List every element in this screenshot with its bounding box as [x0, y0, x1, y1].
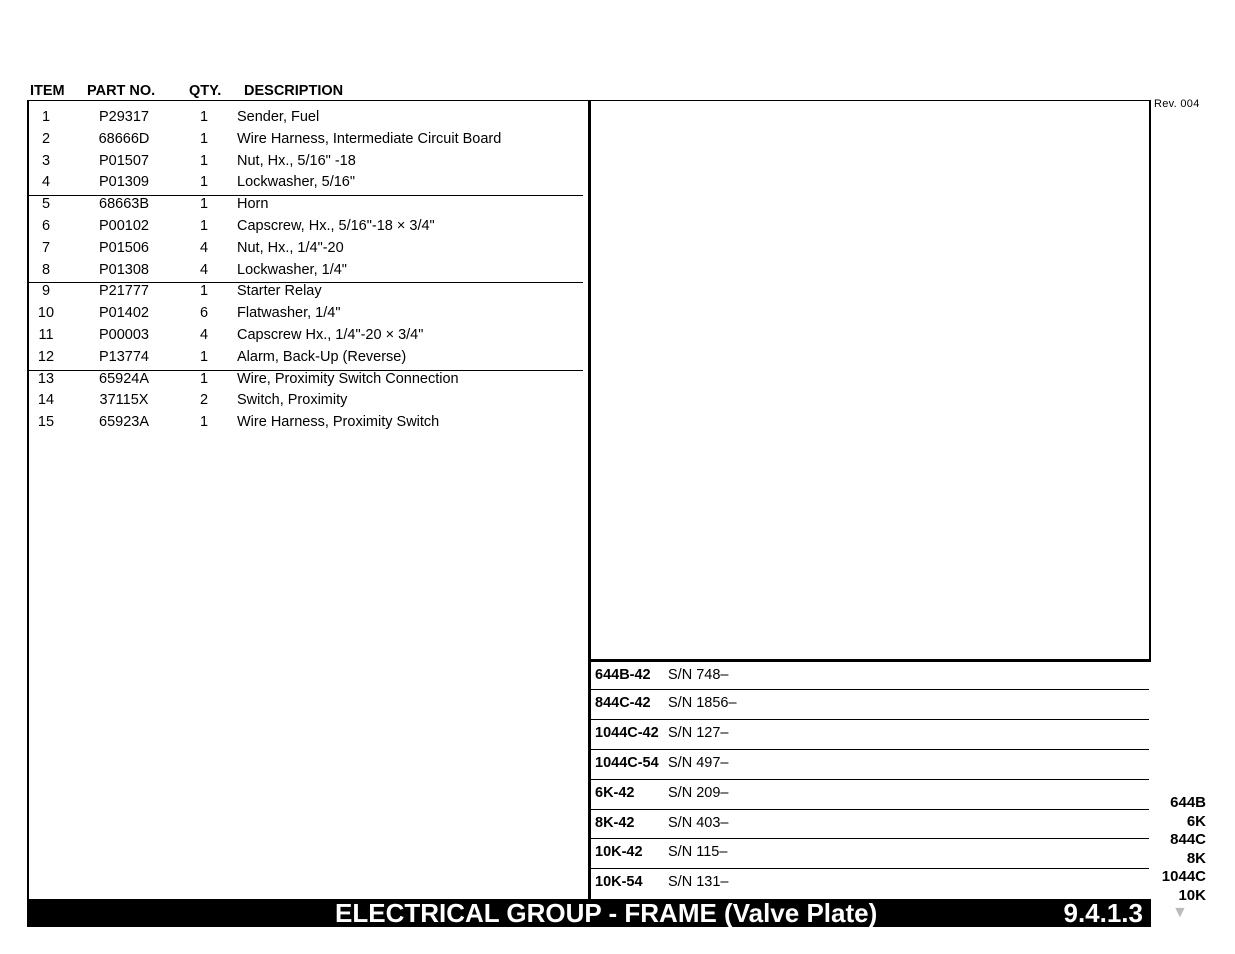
serial-model: 10K-54 [595, 874, 643, 891]
parts-quantity: 6 [199, 305, 209, 322]
serial-number: S/N 1856– [668, 695, 737, 711]
parts-quantity: 1 [199, 348, 209, 365]
parts-part-number: P21777 [99, 283, 149, 300]
header-part-no: PART NO. [87, 83, 156, 99]
model-name: 8K [1186, 849, 1206, 867]
parts-part-number: 65924A [99, 370, 149, 387]
serial-row [591, 662, 1149, 690]
parts-item-number: 2 [41, 130, 51, 147]
parts-quantity: 1 [199, 283, 209, 300]
triangle-down-icon[interactable]: ▼ [1172, 904, 1188, 921]
parts-part-number: P13774 [99, 348, 149, 365]
parts-description: Lockwasher, 1/4" [237, 261, 347, 278]
parts-row [29, 322, 583, 344]
serial-row [591, 780, 1149, 810]
serial-number: S/N 131– [668, 874, 729, 891]
serial-model: 8K-42 [595, 814, 635, 831]
parts-item-number: 14 [37, 392, 55, 409]
parts-part-number: P01506 [99, 239, 149, 256]
group-separator [29, 195, 583, 196]
serial-row [591, 810, 1149, 840]
parts-quantity: 1 [199, 152, 209, 169]
header-item: ITEM [30, 83, 65, 99]
serial-row [591, 750, 1149, 780]
parts-row [29, 104, 583, 126]
parts-part-number: 65923A [99, 414, 149, 431]
section-number: 9.4.1.3 [1063, 898, 1143, 928]
parts-row [29, 213, 583, 235]
parts-description: Wire, Proximity Switch Connection [237, 370, 459, 387]
serial-number: S/N 748– [668, 667, 729, 683]
parts-quantity: 1 [199, 109, 209, 125]
model-name: 1044C [1161, 868, 1206, 885]
parts-description: Capscrew, Hx., 5/16"-18 × 3/4" [237, 218, 435, 234]
serial-row [591, 839, 1149, 869]
parts-item-number: 4 [41, 174, 51, 191]
parts-part-number: P01402 [99, 305, 149, 322]
parts-quantity: 4 [199, 239, 209, 256]
parts-item-number: 13 [37, 370, 55, 387]
parts-description: Wire Harness, Proximity Switch [237, 414, 440, 431]
parts-part-number: 68666D [98, 130, 150, 147]
parts-quantity: 1 [199, 130, 209, 147]
model-name: 644B [1170, 794, 1206, 811]
parts-item-number: 3 [41, 152, 51, 169]
parts-item-number: 8 [41, 261, 51, 278]
header-description: DESCRIPTION [244, 83, 344, 99]
parts-part-number: P29317 [99, 109, 149, 125]
parts-row [29, 235, 583, 257]
parts-quantity: 2 [199, 392, 209, 409]
parts-description: Lockwasher, 5/16" [237, 174, 355, 191]
parts-quantity: 1 [199, 370, 209, 387]
parts-item-number: 12 [37, 348, 55, 365]
serial-model: 10K-42 [595, 844, 643, 861]
parts-part-number: P00102 [99, 218, 149, 234]
parts-quantity: 4 [199, 261, 209, 278]
serial-model: 1044C-42 [595, 724, 659, 741]
revision-label: Rev. 004 [1154, 98, 1200, 110]
serial-model: 1044C-54 [595, 754, 659, 771]
parts-row [29, 148, 583, 170]
parts-item-number: 11 [38, 327, 54, 343]
parts-item-number: 10 [37, 305, 55, 322]
parts-quantity: 1 [199, 414, 209, 431]
parts-quantity: 1 [199, 174, 209, 191]
title-bar [27, 899, 1151, 927]
parts-description: Nut, Hx., 5/16" -18 [237, 152, 356, 169]
parts-description: Switch, Proximity [237, 392, 348, 409]
parts-row [29, 169, 583, 191]
parts-description: Capscrew Hx., 1/4"-20 × 3/4" [237, 327, 424, 343]
serial-number: S/N 115– [668, 844, 728, 861]
parts-description: Alarm, Back-Up (Reverse) [237, 348, 407, 365]
parts-description: Nut, Hx., 1/4"-20 [237, 239, 344, 256]
parts-description: Wire Harness, Intermediate Circuit Board [237, 130, 502, 147]
header-qty: QTY. [189, 83, 222, 99]
serial-number: S/N 209– [668, 784, 729, 801]
serial-row [591, 869, 1149, 899]
serial-number: S/N 127– [668, 724, 729, 741]
parts-part-number: 37115X [99, 392, 149, 409]
parts-item-number: 9 [41, 283, 51, 300]
parts-item-number: 5 [41, 196, 51, 213]
parts-quantity: 1 [199, 218, 209, 234]
serial-model: 844C-42 [595, 695, 651, 711]
page-title: ELECTRICAL GROUP - FRAME (Valve Plate) [335, 898, 878, 928]
parts-description: Sender, Fuel [237, 109, 320, 125]
parts-description: Starter Relay [237, 283, 322, 300]
serial-number: S/N 497– [668, 754, 729, 771]
serial-model: 644B-42 [595, 667, 651, 683]
parts-quantity: 4 [199, 327, 209, 343]
parts-description: Flatwasher, 1/4" [237, 305, 341, 322]
serial-row [591, 720, 1149, 750]
parts-row [29, 387, 583, 409]
parts-item-number: 1 [41, 109, 51, 125]
parts-quantity: 1 [199, 196, 209, 213]
parts-item-number: 6 [41, 218, 51, 234]
model-name: 6K [1186, 812, 1206, 830]
illustration-area [591, 101, 1151, 659]
serial-number: S/N 403– [668, 814, 729, 831]
parts-row [29, 126, 583, 148]
serial-model: 6K-42 [595, 784, 635, 801]
group-separator [29, 282, 583, 283]
parts-part-number: P01309 [99, 174, 149, 191]
parts-part-number: 68663B [99, 196, 149, 213]
parts-row [29, 344, 583, 366]
parts-item-number: 15 [37, 414, 55, 431]
parts-description: Horn [237, 196, 269, 213]
serial-number-table [591, 662, 1151, 899]
model-name: 10K [1178, 886, 1206, 904]
parts-item-number: 7 [41, 239, 51, 256]
parts-part-number: P01507 [99, 152, 149, 169]
model-list [1150, 794, 1206, 905]
parts-row [29, 300, 583, 322]
parts-row [29, 409, 583, 431]
serial-row [591, 690, 1149, 720]
group-separator [29, 370, 583, 371]
model-name: 844C [1170, 831, 1206, 848]
parts-part-number: P01308 [99, 261, 149, 278]
parts-part-number: P00003 [99, 327, 149, 343]
parts-row [29, 257, 583, 279]
